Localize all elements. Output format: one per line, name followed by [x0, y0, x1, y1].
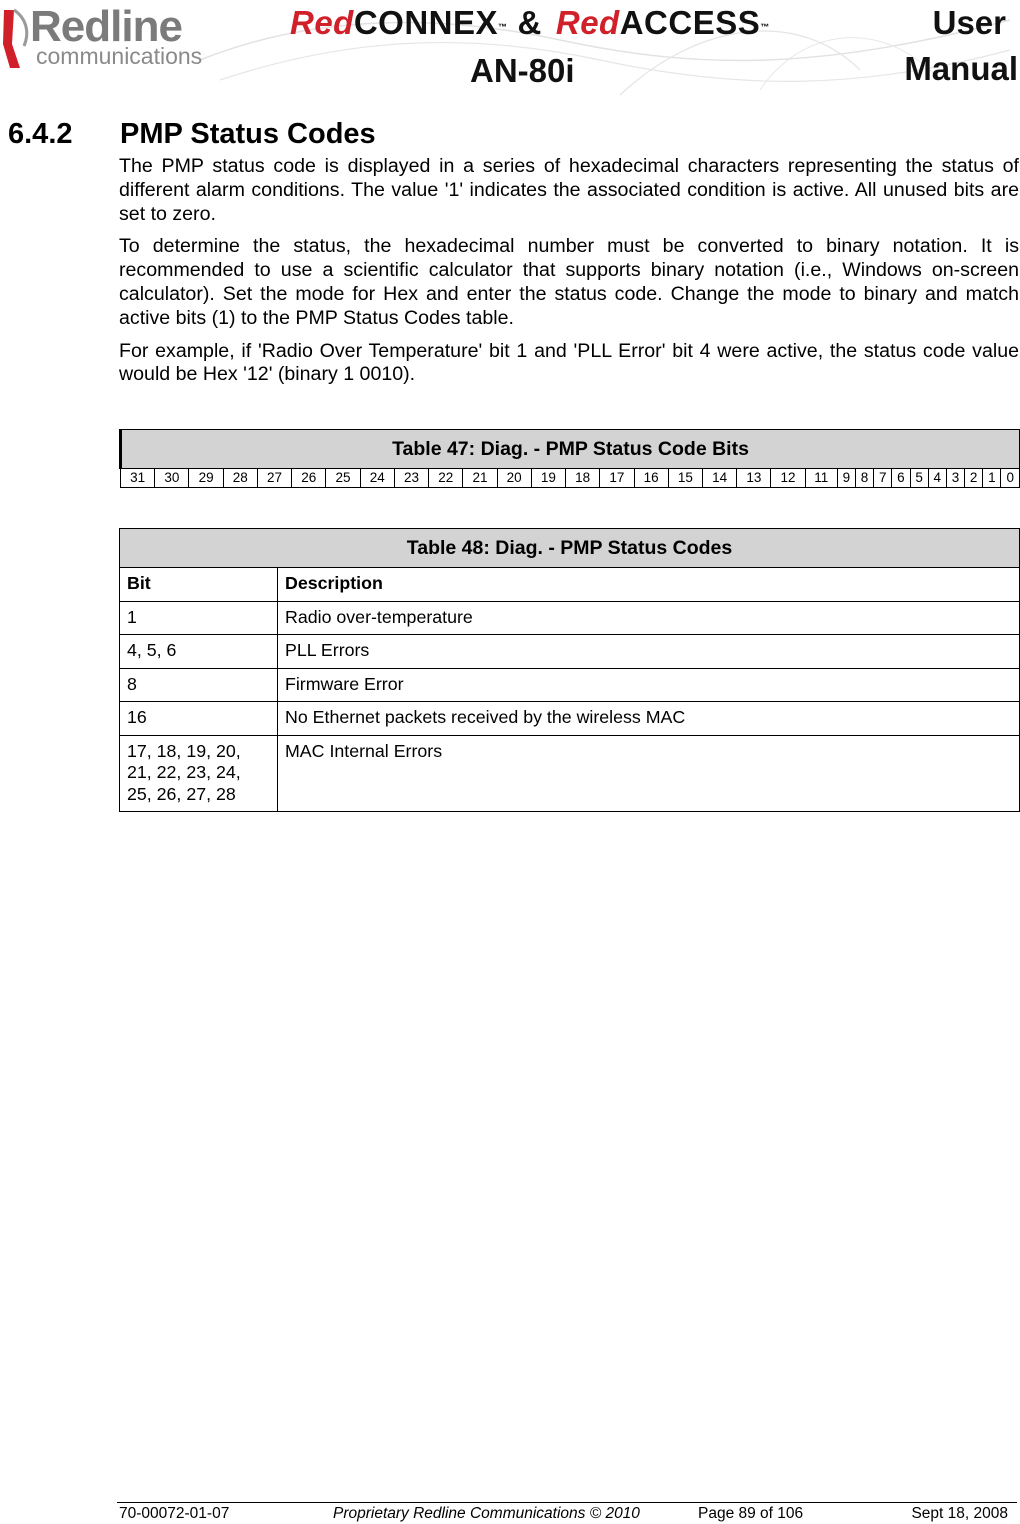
bit-cell: 12 — [771, 469, 805, 488]
table-number: Table 48 — [406, 536, 484, 559]
table-pmp-status-codes — [119, 528, 1020, 812]
bit-cell: 21 — [463, 469, 497, 488]
bit-cell: 31 — [121, 469, 155, 488]
caption-separator: : — [483, 536, 496, 559]
bit-cell: 23 — [394, 469, 428, 488]
brand-a-black: CONNEX — [353, 4, 499, 41]
bit-cell: 8 — [855, 469, 873, 488]
section-number: 6.4.2 — [8, 118, 73, 150]
table-caption — [121, 430, 1020, 469]
bit-cell: 0 — [1001, 469, 1020, 488]
bit-cell: 24 — [360, 469, 394, 488]
bit-cell: 22 — [429, 469, 463, 488]
bit-cell: 1 — [983, 469, 1001, 488]
bit-cell: 25 — [326, 469, 360, 488]
table-title: Diag. - PMP Status Codes — [495, 536, 733, 559]
caption-separator: : — [468, 437, 481, 460]
section-body — [119, 155, 1019, 396]
product-brand-line — [290, 4, 770, 42]
description-value: Firmware Error — [278, 668, 1020, 702]
paragraph: The PMP status code is displayed in a series of hexadecimal characters representing the status of different alarm conditions. The value '1' indicates the associated condition is active. All unused bits are set to zero. — [119, 155, 1019, 225]
bit-value: 8 — [120, 668, 278, 702]
description-value: No Ethernet packets received by the wireless MAC — [278, 702, 1020, 736]
table-row — [120, 702, 1020, 736]
paragraph: To determine the status, the hexadecimal number must be converted to binary notation. It is recommended to use a scientific calculator that supports binary notation (i.e., Windows on-screen calculator). Set the mode for Hex and enter the status code. Change the mode to binary and match active bits (1) to the PMP Status Codes table. — [119, 235, 1019, 329]
bit-cell: 29 — [189, 469, 223, 488]
footer-page-number: Page 89 of 106 — [698, 1505, 804, 1522]
bit-cell: 7 — [874, 469, 892, 488]
table-pmp-status-code-bits — [119, 429, 1020, 488]
bit-cell: 15 — [668, 469, 702, 488]
footer-date: Sept 18, 2008 — [911, 1505, 1008, 1522]
brand-a-red: Red — [290, 4, 354, 41]
table-row — [120, 735, 1020, 812]
brand-b-red: Red — [555, 4, 620, 41]
bit-value: 4, 5, 6 — [120, 635, 278, 669]
doc-type-word-2: Manual — [904, 50, 1018, 87]
table-caption — [120, 529, 1020, 568]
bit-cell: 4 — [928, 469, 946, 488]
footer-doc-code: 70-00072-01-07 — [119, 1505, 230, 1522]
bit-cell: 27 — [257, 469, 291, 488]
description-value: PLL Errors — [278, 635, 1020, 669]
bit-cell: 14 — [702, 469, 736, 488]
bit-cell: 26 — [292, 469, 326, 488]
table-header-row — [120, 568, 1020, 602]
table-row — [120, 601, 1020, 635]
section-heading — [8, 116, 376, 152]
bit-cell: 30 — [155, 469, 189, 488]
brand-ampersand: & — [517, 4, 542, 41]
footer-divider — [117, 1502, 1017, 1503]
brand-b-black: ACCESS — [619, 4, 761, 41]
column-header-description: Description — [278, 568, 1020, 602]
bit-cell: 16 — [634, 469, 668, 488]
bit-cell: 9 — [837, 469, 855, 488]
footer-proprietary-notice: Proprietary Redline Communications © 2010 — [333, 1505, 640, 1522]
paragraph: For example, if 'Radio Over Temperature' bit 1 and 'PLL Error' bit 4 were active, the status code value would be Hex '12' (binary 1 0010). — [119, 339, 1019, 386]
bit-cell: 13 — [737, 469, 771, 488]
column-header-bit: Bit — [120, 568, 278, 602]
bit-number-row — [121, 469, 1020, 488]
product-name: AN-80i — [470, 52, 575, 89]
bit-cell: 20 — [497, 469, 531, 488]
doc-type-word-1: User — [932, 4, 1006, 41]
section-title: PMP Status Codes — [120, 118, 376, 150]
page-header — [0, 0, 1020, 100]
bit-cell: 6 — [892, 469, 910, 488]
bit-cell: 11 — [805, 469, 837, 488]
bit-cell: 2 — [965, 469, 983, 488]
trademark-mark: ™ — [498, 22, 508, 32]
bit-cell: 28 — [223, 469, 257, 488]
bit-cell: 5 — [910, 469, 928, 488]
table-row — [120, 635, 1020, 669]
redline-logo-icon — [0, 4, 34, 74]
bit-cell: 19 — [531, 469, 565, 488]
table-number: Table 47 — [392, 437, 469, 460]
trademark-mark: ™ — [760, 22, 770, 32]
description-value: Radio over-temperature — [278, 601, 1020, 635]
logo-wordmark: Redline — [30, 2, 182, 51]
table-title: Diag. - PMP Status Code Bits — [480, 437, 749, 460]
bit-value: 1 — [120, 601, 278, 635]
description-value: MAC Internal Errors — [278, 735, 1020, 812]
bit-cell: 3 — [946, 469, 964, 488]
bit-cell: 18 — [566, 469, 600, 488]
bit-value: 17, 18, 19, 20, 21, 22, 23, 24, 25, 26, 27, 28 — [120, 735, 278, 812]
bit-cell: 17 — [600, 469, 634, 488]
logo-subtitle: communications — [36, 43, 203, 69]
table-row — [120, 668, 1020, 702]
bit-value: 16 — [120, 702, 278, 736]
